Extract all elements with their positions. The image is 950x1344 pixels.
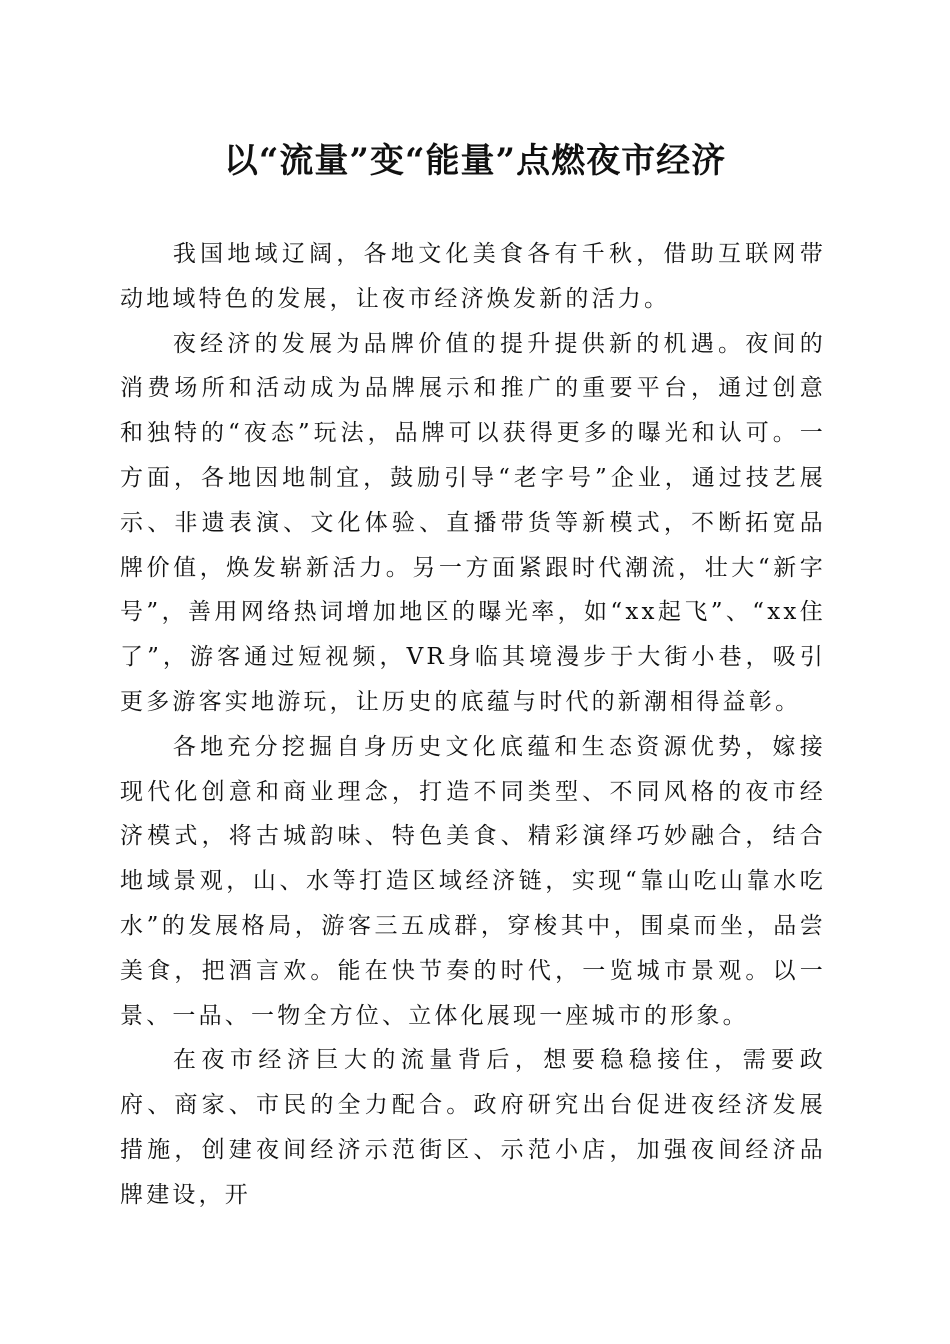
paragraph-2: 夜经济的发展为品牌价值的提升提供新的机遇。夜间的消费场所和活动成为品牌展示和推广的重要平台，通过创意和独特的“夜态”玩法，品牌可以获得更多的曝光和认可。一方面，各地因地制宜，鼓励引导“老字号”企业，通过技艺展示、非遗表演、文化体验、直播带货等新模式，不断拓宽品牌价值，焕发崭新活力。另一方面紧跟时代潮流，壮大“新字号”，善用网络热词增加地区的曝光率，如“xx起飞”、“xx住了”，游客通过短视频，VR身临其境漫步于大街小巷，吸引更多游客实地游玩，让历史的底蕴与时代的新潮相得益彰。 <box>120 330 826 715</box>
paragraph-1: 我国地域辽阔，各地文化美食各有千秋，借助互联网带动地域特色的发展，让夜市经济焕发新的活力。 <box>120 241 826 312</box>
document-title: 以“流量”变“能量”点燃夜市经济 <box>223 141 727 181</box>
paragraph-4: 在夜市经济巨大的流量背后，想要稳稳接住，需要政府、商家、市民的全力配合。政府研究出台促进夜经济发展措施，创建夜间经济示范街区、示范小店，加强夜间经济品牌建设，开 <box>120 1047 826 1208</box>
paragraph-3: 各地充分挖掘自身历史文化底蕴和生态资源优势，嫁接现代化创意和商业理念，打造不同类型、不同风格的夜市经济模式，将古城韵味、特色美食、精彩演绎巧妙融合，结合地域景观，山、水等打造区域经济链，实现“靠山吃山靠水吃水”的发展格局，游客三五成群，穿梭其中，围桌而坐，品尝美食，把酒言欢。能在快节奏的时代，一览城市景观。以一景、一品、一物全方位、立体化展现一座城市的形象。 <box>120 733 826 1029</box>
document-body <box>120 232 826 1218</box>
